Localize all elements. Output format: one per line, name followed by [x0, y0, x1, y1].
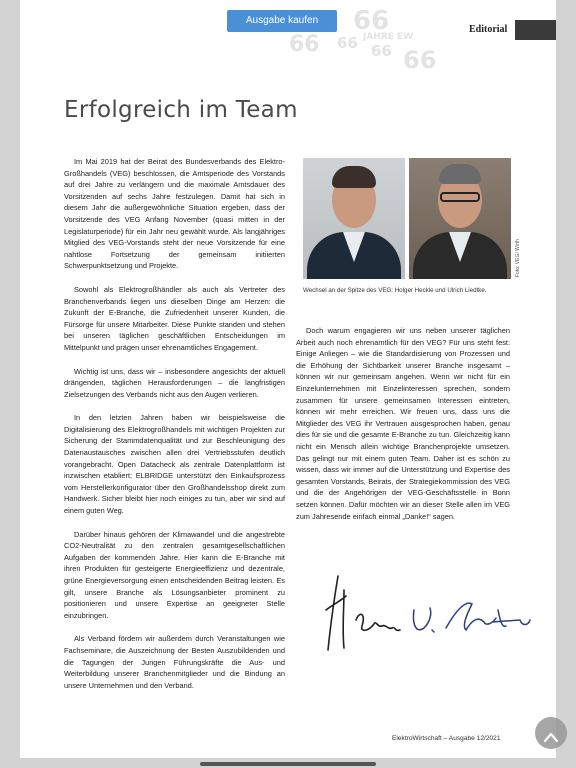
photo-credit: Foto: VEG/ Wirth [515, 239, 521, 277]
paragraph: Wichtig ist uns, dass wir – insbesondere angesichts der aktuell drängenden, täglichen Herausforderungen – die langfristigen Zielsetzungen des Verbands nicht aus den Augen verlieren. [64, 366, 285, 399]
header-tab [515, 20, 556, 40]
paragraph: Im Mai 2019 hat der Beirat des Bundesverbands des Elektro-Großhandels (VEG) beschlossen, die Amtsperiode des Vorstands auf drei Jahre zu verlängern und die maximale Amtsdauer des Vorsitzenden auf sechs Jahre festzulegen. Damit hat sich in diesem Jahr die außergewöhnliche Situation ergeben, dass der Vorsitzende des VEG Anfang November (quasi mitten in der Legislaturperiode) für ein Jahr neu gewählt wurde. Als langjähriges Mitglied des VEG-Vorstands steht der neue Vorsitzende für eine nahtlose Fortsetzung der gemeinsam initiierten Schwerpunktsetzung und Projekte. [64, 157, 285, 271]
portrait-photo-liedtke [409, 158, 511, 279]
scroll-up-button[interactable] [535, 717, 567, 749]
paragraph: In den letzten Jahren haben wir beispielsweise die Digitalisierung des Elektrogroßhandels mit wichtigen Projekten zur Sicherung der Stammdatenqualität und zur Beschleunigung des Datenaustausches zwischen allen drei Vertriebsstufen deutlich vorangebracht. Open Datacheck als zentrale Datenplattform ist inzwischen etabliert; ELBRIDGE unterstützt den Einkaufsprozess vom Herstellerkonfigurator über den Großhandelsshop direkt zum Handwerk. Sicher bleibt hier noch einiges zu tun, aber wir sind auf einem guten Weg. [64, 413, 285, 516]
paragraph: Darüber hinaus gehören der Klimawandel und die angestrebte CO2-Neutralität zu den zentralen gesamtgesellschaftlichen Aufgaben der kommenden Jahre. Hier kann die E-Branche mit ihren Produkten für gesteigerte Energieeffizienz und dezentrale, grüne Energieversorgung einen entscheidenden Beitrag leisten. Es gilt, unsere Branche als Lösungsanbieter prominent zu positionieren und unsere Expertise an geeigneter Stelle einzubringen. [64, 529, 285, 620]
home-indicator[interactable] [200, 762, 376, 766]
buy-issue-button[interactable]: Ausgabe kaufen [227, 10, 337, 32]
chevron-up-icon [543, 731, 559, 743]
portrait-photo-heckle [303, 158, 405, 279]
signatures [316, 570, 540, 660]
section-label: Editorial [469, 24, 508, 35]
left-column [64, 156, 285, 703]
anniversary-logo: 66 66 66 JAHRE EW 66 66 [289, 6, 437, 74]
magazine-page [20, 0, 556, 758]
footer-issue: ElektroWirtschaft – Ausgabe 12/2021 [392, 735, 501, 742]
paragraph: Doch warum engagieren wir uns neben unserer täglichen Arbeit auch noch ehrenamtlich für den VEG? Für uns steht fest: Einige Anliegen – wie die Standardisierung von Prozessen und die Erhöhung der Sichtbarkeit unserer Branche insgesamt – können wir nur gemeinsam angehen. Wenn wir nicht für ein Einzelunternehmen mit Einzelinteressen sprechen, sondern zusammen für unsere gemeinsamen Interessen eintreten, können wir mehr erreichen. Wir freuen uns, dass uns die Mitglieder des VEG ihr Vertrauen ausgesprochen haben, genau dies für sie und die gesamte E-Branche zu tun. Gleichzeitig kann nicht ein Mensch allein wichtige Branchenprojekte umsetzen. Das gelingt nur mit einem guten Team. Daher ist es schön zu wissen, dass wir immer auf die Unterstützung und Expertise des gesamten Vorstands, Beirats, der Strategiekommission des VEG und die der Angehörigen der VEG-Geschäftsstelle in Bonn setzen können. Dafür möchten wir an dieser Stelle allen im VEG zum Jahresende einfach einmal „Danke!“ sagen. [296, 326, 510, 521]
article-headline: Erfolgreich im Team [64, 97, 298, 123]
paragraph: Sowohl als Elektrogroßhändler als auch als Vertreter des Branchenverbands liegen uns dieselben Dinge am Herzen: die Zukunft der E-Branche, die Zufriedenheit unserer Kunden, die Fürsorge für unsere Mitarbeiter. Diese Punkte standen und stehen bei unseren täglichen geschäftlichen Entscheidungen im Mittelpunkt und prägen unser ehrenamtliches Engagement. [64, 284, 285, 352]
right-column [296, 325, 510, 534]
photo-caption: Wechsel an der Spitze des VEG: Holger Heckle und Ulrich Liedtke. [303, 287, 487, 294]
paragraph: Als Verband fördern wir außerdem durch Veranstaltungen wie Fachseminare, die Auszeichnung der Besten Auszubildenden und die Tagungen der Jungen Führungskräfte die Aus- und Weiterbildung unserer Branchenmitglieder und die Bindung an unsere Unternehmen und den Verband. [64, 634, 285, 690]
